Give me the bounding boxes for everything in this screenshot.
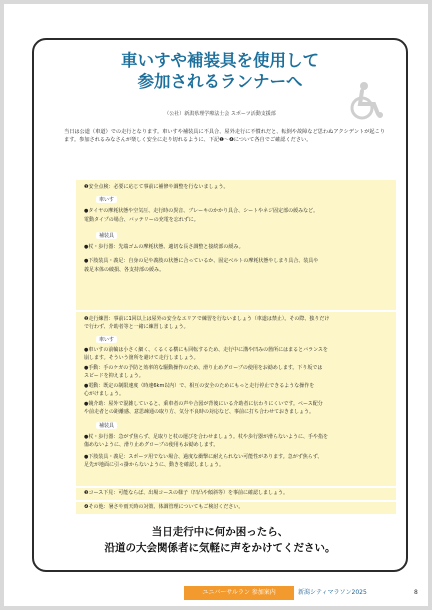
list-item: スピードを抑えましょう。	[84, 373, 144, 379]
list-item: 崩します。そういう箇所を避けて走行しましょう。	[84, 355, 199, 361]
section-practice	[76, 312, 396, 486]
footer-line-1: 当日走行中に何か困ったら、	[151, 526, 289, 538]
list-item: ●車いすの前輪は小さく細く、くるくる横にも回転するため、走行中に溝や凹みの箇所にはまるとバランスを	[84, 347, 328, 353]
section-heading: ❷走行練習：事前に1回以上は屋外の安全なエリアで練習を行ないましょう（車道は禁止）。その際、独りだけ	[84, 316, 330, 322]
list-item: ●タイヤの摩耗状態や空気圧、走行時の異音、ブレーキのかかり具合、シートやネジ固定部の緩みなど。	[84, 208, 319, 214]
organization-credit: （公社）新潟県理学療法士会 スポーツ活動支援部	[164, 111, 276, 117]
footer-line-2: 沿道の大会関係者に気軽に声をかけてください。	[104, 542, 336, 554]
subheading-orthosis: 補装具	[96, 232, 117, 239]
list-item: ●杖・歩行器：急がず焦らず、足取りと杖の運びを合わせましょう。杖や歩行器が滑らないように、手や指を	[84, 434, 328, 440]
subheading-wheelchair: 車いす	[96, 336, 117, 343]
content-frame	[32, 38, 408, 572]
page-title	[54, 50, 386, 92]
list-item: や前走者との距離感、意思疎通の取り方、気分不良時の対応など、事前に打ち合わせておきましょう。	[84, 409, 315, 415]
bottom-bar	[184, 586, 424, 600]
section-course-preview	[76, 488, 396, 500]
list-item: ●下肢装具・義足：自身の足や義肢の状態に合っているか、固定ベルトの摩耗状態やしまり具合、装具や	[84, 258, 319, 264]
list-item: 心がけましょう。	[84, 391, 125, 397]
list-item: 義足本体の破損、各支持部の緩み。	[84, 267, 165, 273]
section-heading: ❸コース下見：可能ならば、出場コースの様子（凹凸や傾斜等）を事前に確認しましょう。	[84, 490, 288, 496]
section-heading: ❶安全点検：必要に応じて事前に補修や調整を行ないましょう。	[84, 184, 229, 190]
list-item: ●下肢装具・義足：スポーツ用でない場合、過度な衝撃に耐えられない可能性があります。急がず焦らず、	[84, 454, 323, 460]
list-item: 傷めないように、滑り止めグローブの使用もお勧めします。	[84, 442, 219, 448]
list-item: 電動タイプの場合、バッテリーの充電を忘れずに。	[84, 217, 199, 223]
guide-label: ユニバーサルラン 参加案内	[184, 586, 294, 600]
list-item: 足先が地面に引っ掛からないように、動きを確認しましょう。	[84, 462, 225, 468]
list-item: ●杖・歩行器：先端ゴムの摩耗状態、適切な長さ調整と接続部の緩み。	[84, 244, 244, 250]
section-heading: ❹その他：暑さや雨天時の対策、体調管理についてもご検討ください。	[84, 504, 244, 510]
brand-label: 新潟シティマラソン2025	[298, 589, 367, 596]
intro-paragraph: 当日は公道（車道）での走行となります。車いすや補装具に不具合、屋外走行に不慣れだと、転倒や故障など思わぬアクシデントが起こります。参加されるみなさんが楽しく安全に走り切れるように、下記❶～❹について各自でご確認ください。	[64, 129, 385, 143]
subheading-wheelchair: 車いす	[96, 196, 117, 203]
page	[4, 4, 428, 606]
title-line-2: 参加されるランナーへ	[137, 72, 303, 91]
subheading-orthosis: 補装具	[96, 422, 117, 429]
section-other	[76, 502, 396, 514]
title-line-1: 車いすや補装具を使用して	[121, 51, 319, 70]
section-heading-cont: で行わず、介助者等と一緒に練習しましょう。	[84, 324, 189, 330]
list-item: ●電動：既定の制限速度（時速6km以内）で、相互の安全のためにもっと走行停止できるような操作を	[84, 383, 315, 389]
page-number: 8	[414, 589, 418, 596]
section-safety-check	[76, 180, 396, 310]
list-item: ●競介助：屋外で混雑していると、乗車者の声や合図が背後にいる介助者に伝わりにくいです。ペース配分	[84, 401, 323, 407]
list-item: ●手動：手のケガの予防と効率的な駆動操作のため、滑り止めグローブの使用をお勧めします。下り坂では	[84, 365, 323, 371]
